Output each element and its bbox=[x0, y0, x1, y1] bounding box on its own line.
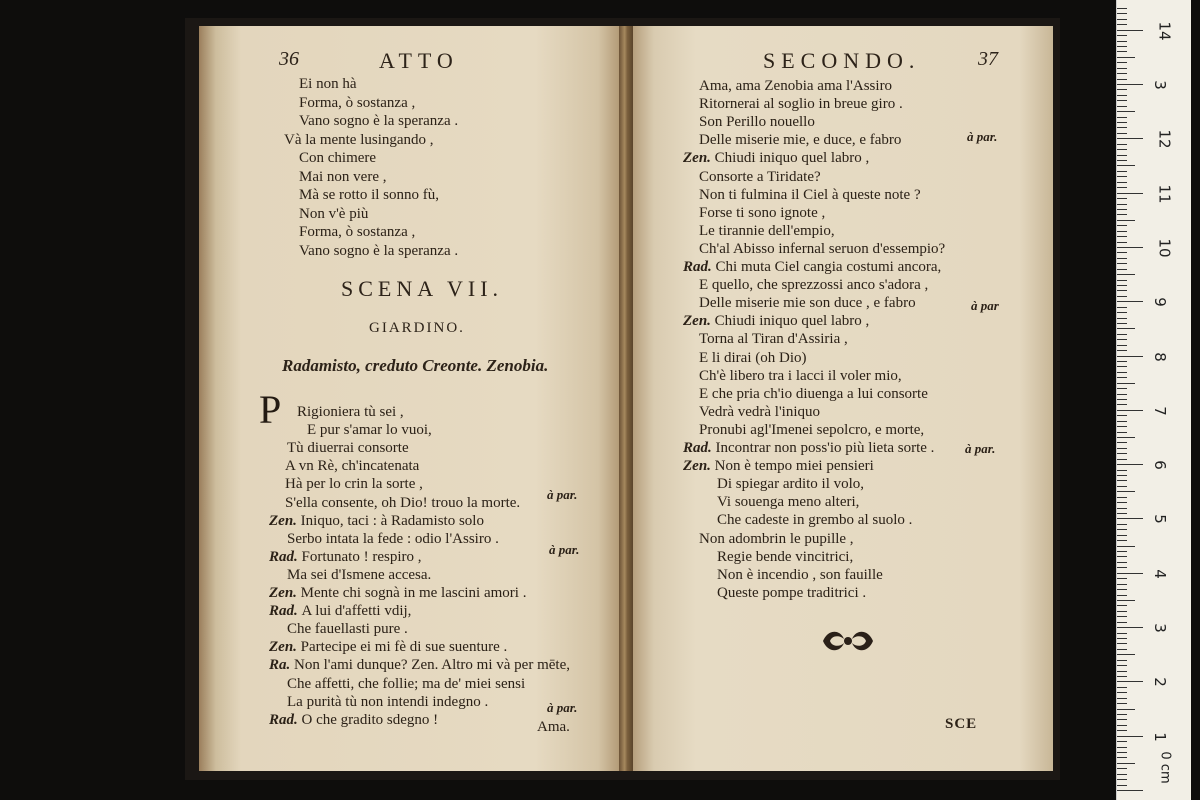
ruler-tick bbox=[1117, 486, 1127, 487]
line-text: E pur s'amar lo vuoi, bbox=[307, 422, 432, 439]
ruler-tick bbox=[1117, 35, 1127, 36]
dialogue-line bbox=[269, 712, 438, 729]
ruler-tick bbox=[1117, 171, 1127, 172]
ruler-tick bbox=[1117, 459, 1127, 460]
line-text: Chiudi iniquo quel labro , bbox=[714, 313, 870, 330]
ruler-tick bbox=[1117, 768, 1127, 769]
verse-line bbox=[699, 350, 806, 367]
verse-line: Forma, ò sostanza , bbox=[299, 224, 416, 240]
ruler-tick bbox=[1117, 122, 1127, 123]
ruler-tick bbox=[1117, 595, 1127, 596]
left-page bbox=[199, 26, 619, 771]
ruler-tick bbox=[1117, 616, 1127, 617]
ruler-tick bbox=[1117, 589, 1127, 590]
verse-line: Vano sogno è la speranza . bbox=[299, 113, 459, 129]
ruler-tick bbox=[1117, 68, 1127, 69]
ruler-tick bbox=[1117, 719, 1127, 720]
ruler-tick bbox=[1117, 774, 1127, 775]
verse-line bbox=[699, 404, 820, 421]
line-text: Non è tempo miei pensieri bbox=[714, 458, 874, 475]
ruler-tick bbox=[1117, 366, 1127, 367]
ruler-tick bbox=[1117, 280, 1127, 281]
open-book bbox=[185, 18, 1060, 780]
ruler-tick bbox=[1117, 518, 1143, 519]
ruler-tick bbox=[1117, 676, 1127, 677]
ruler-tick bbox=[1117, 736, 1143, 737]
verse-line: Ei non hà bbox=[299, 76, 357, 92]
ruler-tick bbox=[1117, 627, 1143, 628]
speaker-tag: Zen. bbox=[269, 639, 301, 656]
line-text: Incontrar non poss'io più lieta sorte . bbox=[715, 440, 935, 456]
line-text: Vedrà vedrà l'iniquo bbox=[699, 403, 820, 420]
line-text: Son Perillo nouello bbox=[699, 114, 815, 131]
ruler-tick bbox=[1117, 437, 1135, 438]
line-text: Partecipe ei mi fè di sue suenture . bbox=[300, 639, 508, 656]
line-text: Che affetti, che follie; ma de' miei sensi bbox=[287, 675, 526, 692]
ruler-tick bbox=[1117, 687, 1127, 688]
ruler-tick bbox=[1117, 567, 1127, 568]
ruler-tick bbox=[1117, 133, 1127, 134]
ruler-tick bbox=[1117, 84, 1143, 85]
ruler-tick bbox=[1117, 394, 1127, 395]
ruler-tick bbox=[1117, 263, 1127, 264]
scene-title: SCENA VII. bbox=[341, 276, 504, 301]
line-text: Mente chi sognà in me lascini amori . bbox=[300, 585, 527, 601]
ruler-tick bbox=[1117, 535, 1127, 536]
verse-line bbox=[699, 223, 835, 240]
right-page-number: 37 bbox=[978, 48, 998, 70]
line-text: Consorte a Tiridate? bbox=[699, 168, 821, 185]
ruler-tick bbox=[1117, 573, 1143, 574]
aside-marker: à par. bbox=[965, 441, 996, 456]
speaker-tag: Ra. bbox=[269, 657, 295, 674]
line-text: S'ella consente, oh Dio! trouo la morte. bbox=[285, 494, 521, 511]
ruler-tick bbox=[1117, 51, 1127, 52]
ruler-tick bbox=[1117, 714, 1127, 715]
ruler-tick bbox=[1117, 556, 1127, 557]
ruler-tick bbox=[1117, 160, 1127, 161]
verse-line bbox=[699, 277, 928, 294]
dialogue-line bbox=[269, 603, 411, 620]
verse-line bbox=[699, 368, 902, 385]
ruler-tick bbox=[1117, 649, 1127, 650]
ruler-number: 5 bbox=[1150, 514, 1169, 525]
ruler-tick bbox=[1117, 209, 1127, 210]
ruler-tick bbox=[1117, 220, 1135, 221]
line-text: Che fauellasti pure . bbox=[287, 621, 408, 638]
ruler-tick bbox=[1117, 73, 1127, 74]
dialogue-line bbox=[683, 458, 874, 475]
line-text: Che cadeste in grembo al suolo . bbox=[717, 512, 913, 529]
verse-line bbox=[699, 187, 921, 204]
ruler-tick bbox=[1117, 464, 1143, 465]
speaker-tag: Rad. bbox=[683, 440, 716, 456]
dialogue-line bbox=[269, 513, 484, 530]
verse-line bbox=[307, 422, 432, 439]
ruler-tick bbox=[1117, 328, 1135, 329]
ruler-tick bbox=[1117, 529, 1127, 530]
verse-line bbox=[699, 78, 892, 95]
ruler-tick bbox=[1117, 89, 1127, 90]
speaker-tag: Zen. bbox=[683, 458, 715, 475]
ruler-tick bbox=[1117, 79, 1127, 80]
verse-line bbox=[287, 694, 488, 711]
ruler-tick bbox=[1117, 752, 1127, 753]
ruler-tick bbox=[1117, 117, 1127, 118]
aside-marker: à par. bbox=[547, 700, 578, 715]
ruler-tick bbox=[1117, 350, 1127, 351]
verse-line bbox=[699, 241, 945, 258]
ruler-tick bbox=[1117, 747, 1127, 748]
measurement-ruler bbox=[1116, 0, 1191, 800]
ruler-tick bbox=[1117, 334, 1127, 335]
ruler-tick bbox=[1117, 508, 1127, 509]
line-text: Le tirannie dell'empio, bbox=[699, 222, 835, 239]
ruler-tick bbox=[1117, 155, 1127, 156]
line-text: Ama, ama Zenobia ama l'Assiro bbox=[699, 78, 893, 94]
ruler-tick bbox=[1117, 540, 1127, 541]
ruler-tick bbox=[1117, 19, 1127, 20]
ruler-tick bbox=[1117, 638, 1127, 639]
ruler-tick bbox=[1117, 198, 1127, 199]
verse-line bbox=[699, 132, 901, 149]
ruler-tick bbox=[1117, 24, 1127, 25]
ruler-tick bbox=[1117, 236, 1127, 237]
speaker-tag: Rad. bbox=[683, 259, 716, 275]
verse-line bbox=[717, 494, 859, 511]
verse-line bbox=[287, 567, 431, 584]
speaker-tag: Rad. bbox=[269, 548, 302, 565]
line-text: Non è incendio , son fauille bbox=[717, 566, 883, 583]
verse-line bbox=[699, 205, 825, 222]
ruler-number: 6 bbox=[1150, 460, 1169, 470]
speaker-tag: Rad. bbox=[269, 603, 302, 620]
ruler-number: 3 bbox=[1150, 623, 1169, 633]
ruler-tick bbox=[1117, 584, 1127, 585]
ruler-tick bbox=[1117, 442, 1127, 443]
ruler-tick bbox=[1117, 785, 1127, 786]
dialogue-line bbox=[683, 259, 941, 276]
ruler-tick bbox=[1117, 779, 1127, 780]
ruler-tick bbox=[1117, 95, 1127, 96]
ruler-tick bbox=[1117, 703, 1127, 704]
line-text: Forse ti sono ignote , bbox=[699, 204, 826, 221]
ruler-tick bbox=[1117, 453, 1127, 454]
ruler-tick bbox=[1117, 377, 1127, 378]
line-text: Vi souenga meno alteri, bbox=[717, 494, 860, 511]
aside-marker: à par bbox=[971, 298, 999, 313]
ruler-tick bbox=[1117, 301, 1143, 302]
ruler-tick bbox=[1117, 725, 1127, 726]
ruler-tick bbox=[1117, 643, 1127, 644]
line-text: Chiudi iniquo quel labro , bbox=[714, 150, 870, 167]
ruler-tick bbox=[1117, 388, 1127, 389]
line-text: A vn Rè, ch'incatenata bbox=[285, 458, 420, 475]
verse-line: Mai non vere , bbox=[299, 168, 387, 185]
ruler-number: 9 bbox=[1150, 297, 1169, 308]
ruler-tick bbox=[1117, 562, 1127, 563]
verse-line bbox=[287, 621, 408, 638]
ruler-tick bbox=[1117, 372, 1127, 373]
drop-cap: P bbox=[259, 387, 282, 432]
line-text: Tù diuerrai consorte bbox=[287, 440, 409, 457]
ruler-tick bbox=[1117, 111, 1135, 112]
verse-line bbox=[699, 295, 916, 312]
ruler-tick bbox=[1117, 231, 1127, 232]
ruler-tick bbox=[1117, 242, 1127, 243]
ruler-tick bbox=[1117, 698, 1127, 699]
line-text: Fortunato ! respiro , bbox=[301, 548, 422, 565]
aside-marker: à par. bbox=[967, 129, 998, 144]
ruler-tick bbox=[1117, 741, 1127, 742]
ruler-tick bbox=[1117, 296, 1127, 297]
ruler-tick bbox=[1117, 763, 1135, 764]
line-text: Delle miserie mie son duce , e fabro bbox=[699, 295, 916, 312]
dialogue-line bbox=[683, 313, 869, 330]
ruler-tick bbox=[1117, 491, 1135, 492]
ruler-number: 12 bbox=[1155, 129, 1174, 149]
aside-marker: à par. bbox=[549, 542, 580, 557]
ruler-tick bbox=[1117, 513, 1127, 514]
dialogue-line bbox=[269, 639, 507, 656]
ruler-tick bbox=[1117, 339, 1127, 340]
book-gutter bbox=[619, 26, 633, 771]
line-text: Queste pompe traditrici . bbox=[717, 584, 867, 601]
line-text: Ch'al Abisso infernal seruon d'essempio? bbox=[699, 240, 946, 257]
ruler-tick bbox=[1117, 187, 1127, 188]
ruler-number: 4 bbox=[1150, 568, 1169, 579]
speaker-tag: Zen. bbox=[683, 313, 715, 330]
ruler-tick bbox=[1117, 692, 1127, 693]
ruler-tick bbox=[1117, 611, 1127, 612]
line-text: Hà per lo crin la sorte , bbox=[285, 476, 423, 493]
ruler-tick bbox=[1117, 730, 1127, 731]
ruler-tick bbox=[1117, 790, 1143, 791]
left-page-number: 36 bbox=[279, 48, 299, 70]
ruler-tick bbox=[1117, 274, 1135, 275]
verse-line: Forma, ò sostanza , bbox=[299, 94, 416, 111]
verse-line bbox=[717, 476, 864, 493]
line-text: Iniquo, taci : à Radamisto solo bbox=[300, 512, 484, 529]
line-text: Delle miserie mie, e duce, e fabro bbox=[699, 132, 902, 149]
line-text: Non l'ami dunque? Zen. Altro mi và per mēte, bbox=[294, 657, 570, 674]
ruler-tick bbox=[1117, 193, 1143, 194]
dialogue-line bbox=[683, 150, 869, 167]
line-text: Non ti fulmina il Ciel à queste note ? bbox=[699, 186, 921, 203]
ruler-tick bbox=[1117, 285, 1127, 286]
ruler-tick bbox=[1117, 383, 1135, 384]
ruler-tick bbox=[1117, 13, 1127, 14]
line-text: E che pria ch'io diuenga a lui consorte bbox=[699, 385, 928, 402]
ruler-tick bbox=[1117, 307, 1127, 308]
ruler-tick bbox=[1117, 524, 1127, 525]
ruler-number: 10 bbox=[1155, 238, 1174, 258]
ruler-tick bbox=[1117, 665, 1127, 666]
ruler-tick bbox=[1117, 426, 1127, 427]
ruler-tick bbox=[1117, 127, 1127, 128]
ruler-number: 3 bbox=[1150, 80, 1169, 90]
speaker-tag: Zen. bbox=[269, 512, 301, 529]
verse-line bbox=[717, 549, 853, 566]
line-text: Ma sei d'Ismene accesa. bbox=[287, 566, 432, 583]
ruler-tick bbox=[1117, 318, 1127, 319]
verse-line bbox=[699, 96, 903, 113]
line-text: Torna al Tiran d'Assiria , bbox=[699, 331, 848, 348]
verse-line bbox=[717, 585, 866, 602]
speaker-tag: Zen. bbox=[683, 150, 715, 167]
ruler-tick bbox=[1117, 475, 1127, 476]
ruler-tick bbox=[1117, 30, 1143, 31]
line-text: Regie bende vincitrici, bbox=[717, 548, 854, 565]
ruler-tick bbox=[1117, 290, 1127, 291]
verse-line: Non v'è più bbox=[299, 205, 369, 222]
ruler-tick bbox=[1117, 681, 1143, 682]
ruler-tick bbox=[1117, 62, 1127, 63]
dialogue-line bbox=[269, 549, 422, 566]
ruler-tick bbox=[1117, 622, 1127, 623]
ruler-tick bbox=[1117, 432, 1127, 433]
ornament-fleuron-icon bbox=[818, 626, 878, 656]
verse-line bbox=[287, 440, 409, 457]
ruler-tick bbox=[1117, 46, 1127, 47]
ruler-tick bbox=[1117, 415, 1127, 416]
ruler-tick bbox=[1117, 312, 1127, 313]
verse-line bbox=[699, 386, 928, 403]
verse-line bbox=[297, 404, 404, 421]
line-text: E quello, che sprezzossi anco s'adora , bbox=[699, 277, 929, 294]
right-running-header: SECONDO. bbox=[763, 48, 921, 73]
verse-line bbox=[287, 531, 499, 548]
line-text: Chi muta Ciel cangia costumi ancora, bbox=[715, 259, 942, 275]
ruler-number: 11 bbox=[1155, 184, 1174, 204]
verse-line: Và la mente lusingando , bbox=[284, 131, 434, 148]
verse-line bbox=[699, 422, 924, 439]
ruler-tick bbox=[1117, 578, 1127, 579]
ruler-tick bbox=[1117, 470, 1127, 471]
verse-line bbox=[699, 169, 821, 186]
ruler-tick bbox=[1117, 144, 1127, 145]
verse-line: Con chimere bbox=[299, 150, 377, 166]
verse-line bbox=[699, 531, 854, 548]
ruler-tick bbox=[1117, 654, 1135, 655]
ruler-number: 2 bbox=[1150, 677, 1169, 688]
verse-line bbox=[285, 458, 419, 475]
line-text: Pronubi agl'Imenei sepolcro, e morte, bbox=[699, 421, 925, 438]
right-page bbox=[633, 26, 1053, 771]
verse-line: Vano sogno è la speranza . bbox=[299, 242, 459, 259]
ruler-tick bbox=[1117, 269, 1127, 270]
ruler-tick bbox=[1117, 106, 1127, 107]
ruler-tick bbox=[1117, 551, 1127, 552]
ruler-tick bbox=[1117, 757, 1127, 758]
line-text: Ritornerai al soglio in breue giro . bbox=[699, 96, 903, 113]
ruler-tick bbox=[1117, 709, 1135, 710]
ruler-tick bbox=[1117, 214, 1127, 215]
ruler-tick bbox=[1117, 345, 1127, 346]
line-text: A lui d'affetti vdij, bbox=[301, 603, 412, 620]
ruler-tick bbox=[1117, 41, 1127, 42]
verse-line bbox=[699, 114, 815, 131]
ruler-tick bbox=[1117, 633, 1127, 634]
line-text: Non adombrin le pupille , bbox=[699, 530, 854, 547]
ruler-number: 8 bbox=[1150, 351, 1169, 362]
ruler-tick bbox=[1117, 165, 1135, 166]
verse-line bbox=[717, 567, 883, 584]
speaker-tag: Zen. bbox=[269, 585, 301, 601]
line-text: Rigioniera tù sei , bbox=[297, 404, 404, 420]
ruler-tick bbox=[1117, 176, 1127, 177]
ruler-tick bbox=[1117, 100, 1127, 101]
ruler-tick bbox=[1117, 448, 1127, 449]
ruler-number: 7 bbox=[1150, 406, 1169, 416]
ruler-tick bbox=[1117, 323, 1127, 324]
ruler-tick bbox=[1117, 480, 1127, 481]
verse-line bbox=[717, 512, 912, 529]
ruler-tick bbox=[1117, 57, 1135, 58]
verse-line bbox=[287, 676, 525, 693]
line-text: La purità tù non intendi indegno . bbox=[287, 693, 489, 710]
ruler-tick bbox=[1117, 600, 1135, 601]
line-text: Di spiegar ardito il volo, bbox=[717, 476, 865, 493]
ruler-tick bbox=[1117, 182, 1127, 183]
ruler-tick bbox=[1117, 671, 1127, 672]
verse-line bbox=[285, 476, 423, 493]
ruler-tick bbox=[1117, 204, 1127, 205]
verse-line: Mà se rotto il sonno fù, bbox=[299, 187, 439, 203]
ruler-unit-label: 0 cm bbox=[1157, 751, 1173, 784]
catchword: Ama. bbox=[537, 719, 570, 735]
ruler-tick bbox=[1117, 546, 1135, 547]
dialogue-line bbox=[269, 585, 526, 602]
ruler-tick bbox=[1117, 252, 1127, 253]
ruler-number: 14 bbox=[1155, 21, 1174, 41]
ruler-tick bbox=[1117, 258, 1127, 259]
speaker-tag: Rad. bbox=[269, 711, 302, 728]
verse-line bbox=[699, 331, 848, 348]
line-text: Serbo intata la fede : odio l'Assiro . bbox=[287, 530, 499, 547]
ruler-tick bbox=[1117, 247, 1143, 248]
aside-marker: à par. bbox=[547, 487, 578, 502]
scene-setting: GIARDINO. bbox=[369, 320, 465, 336]
ruler-tick bbox=[1117, 404, 1127, 405]
line-text: Ch'è libero tra i lacci il voler mio, bbox=[699, 367, 902, 384]
scene-cast: Radamisto, creduto Creonte. Zenobia. bbox=[282, 356, 549, 375]
signature-mark: SCE bbox=[945, 716, 978, 732]
ruler-number: 1 bbox=[1150, 731, 1169, 742]
line-text: E li dirai (oh Dio) bbox=[699, 349, 807, 366]
dialogue-line bbox=[269, 657, 570, 674]
ruler-tick bbox=[1117, 660, 1127, 661]
verse-line bbox=[285, 495, 520, 512]
ruler-tick bbox=[1117, 605, 1127, 606]
left-running-header: ATTO bbox=[379, 48, 459, 73]
ruler-tick bbox=[1117, 410, 1143, 411]
ruler-tick bbox=[1117, 356, 1143, 357]
ruler-tick bbox=[1117, 138, 1143, 139]
ruler-tick bbox=[1117, 8, 1127, 9]
line-text: O che gradito sdegno ! bbox=[301, 711, 439, 728]
ruler-tick bbox=[1117, 361, 1127, 362]
ruler-tick bbox=[1117, 399, 1127, 400]
ruler-tick bbox=[1117, 497, 1127, 498]
ruler-tick bbox=[1117, 502, 1127, 503]
dialogue-line bbox=[683, 440, 934, 457]
ruler-tick bbox=[1117, 421, 1127, 422]
ruler-tick bbox=[1117, 149, 1127, 150]
ruler-tick bbox=[1117, 225, 1127, 226]
